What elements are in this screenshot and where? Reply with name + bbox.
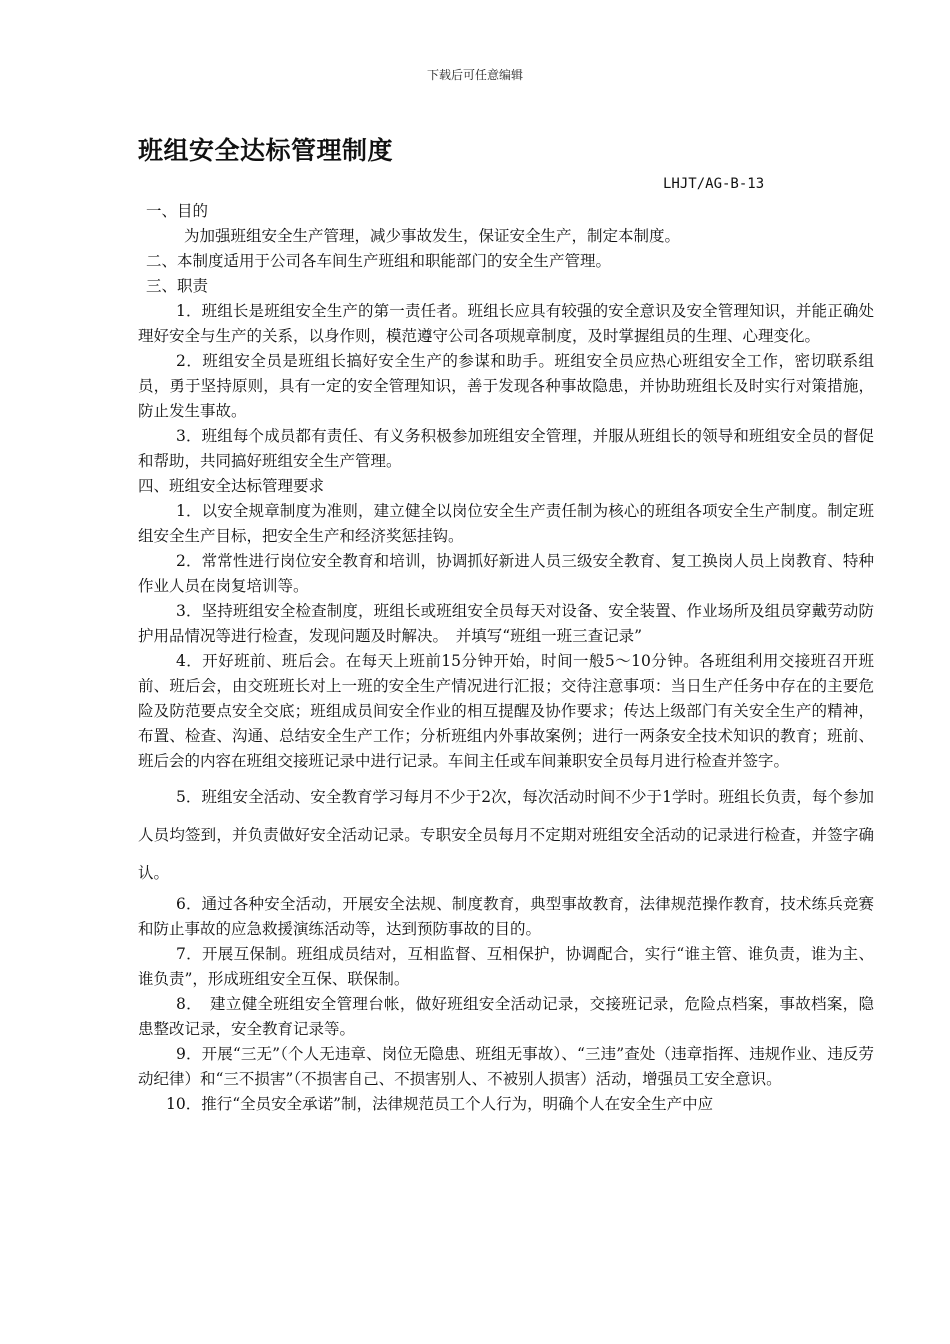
section-heading-requirements: 四、班组安全达标管理要求 bbox=[138, 477, 325, 495]
page-title: 班组安全达标管理制度 bbox=[138, 136, 394, 165]
header-note: 下载后可任意编辑 bbox=[426, 68, 523, 82]
requirement-item: 8． 建立健全班组安全管理台帐，做好班组安全活动记录，交接班记录，危险点档案，事故档案，隐患整改记录，安全教育记录等。 bbox=[138, 995, 874, 1038]
purpose-paragraph: 为加强班组安全生产管理，减少事故发生，保证安全生产，制定本制度。 bbox=[184, 227, 681, 245]
requirement-item: 3．坚持班组安全检查制度，班组长或班组安全员每天对设备、安全装置、作业场所及组员穿戴劳动防护用品情况等进行检查，发现问题及时解决。 并填写“班组一班三查记录” bbox=[138, 602, 874, 645]
duty-item: 3．班组每个成员都有责任、有义务积极参加班组安全管理，并服从班组长的领导和班组安全员的督促和帮助，共同搞好班组安全生产管理。 bbox=[138, 427, 874, 470]
requirement-item: 6．通过各种安全活动，开展安全法规、制度教育，典型事故教育，法律规范操作教育，技术练兵竞赛和防止事故的应急救援演练活动等，达到预防事故的目的。 bbox=[138, 895, 874, 938]
duty-item: 2．班组安全员是班组长搞好安全生产的参谋和助手。班组安全员应热心班组安全工作，密切联系组员，勇于坚持原则，具有一定的安全管理知识，善于发现各种事故隐患，并协助班组长及时实行对策措施，防止发生事故。 bbox=[138, 352, 874, 420]
requirement-item: 5．班组安全活动、安全教育学习每月不少于2次，每次活动时间不少于1学时。班组长负责，每个参加人员均签到，并负责做好安全活动记录。专职安全员每月不定期对班组安全活动的记录进行检查，并签字确认。 bbox=[138, 788, 874, 882]
section-heading-scope: 二、本制度适用于公司各车间生产班组和职能部门的安全生产管理。 bbox=[146, 252, 612, 270]
document-body bbox=[138, 199, 874, 1117]
requirement-item: 4．开好班前、班后会。在每天上班前15分钟开始，时间一般5～10分钟。各班组利用交接班召开班前、班后会，由交班班长对上一班的安全生产情况进行汇报；交待注意事项：当日生产任务中存在的主要危险及防范要点安全交底；班组成员间安全作业的相互提醒及协作要求；传达上级部门有关安全生产的精神，布置、检查、沟通、总结安全生产工作；分析班组内外事故案例；进行一两条安全技术知识的教育；班前、班后会的内容在班组交接班记录中进行记录。车间主任或车间兼职安全员每月进行检查并签字。 bbox=[138, 652, 874, 770]
duty-item: 1．班组长是班组安全生产的第一责任者。班组长应具有较强的安全意识及安全管理知识，并能正确处理好安全与生产的关系，以身作则，模范遵守公司各项规章制度，及时掌握组员的生理、心理变化。 bbox=[138, 302, 874, 345]
section-heading-duties: 三、职责 bbox=[146, 277, 209, 295]
requirement-item: 2．常常性进行岗位安全教育和培训，协调抓好新进人员三级安全教育、复工换岗人员上岗教育、特种作业人员在岗复培训等。 bbox=[138, 552, 874, 595]
requirement-item: 9．开展“三无”（个人无违章、岗位无隐患、班组无事故）、“三违”查处（违章指挥、违规作业、违反劳动纪律）和“三不损害”（不损害自己、不损害别人、不被别人损害）活动，增强员工安全意识。 bbox=[138, 1045, 874, 1088]
document-code: LHJT/AG-B-13 bbox=[663, 176, 765, 192]
requirement-item: 1．以安全规章制度为准则，建立健全以岗位安全生产责任制为核心的班组各项安全生产制度。制定班组安全生产目标，把安全生产和经济奖惩挂钩。 bbox=[138, 502, 874, 545]
requirement-item: 10．推行“全员安全承诺”制，法律规范员工个人行为，明确个人在安全生产中应 bbox=[166, 1095, 714, 1113]
section-heading-purpose: 一、目的 bbox=[146, 202, 209, 220]
requirement-item: 7．开展互保制。班组成员结对，互相监督、互相保护，协调配合，实行“谁主管、谁负责，谁为主、谁负责”，形成班组安全互保、联保制。 bbox=[138, 945, 874, 988]
